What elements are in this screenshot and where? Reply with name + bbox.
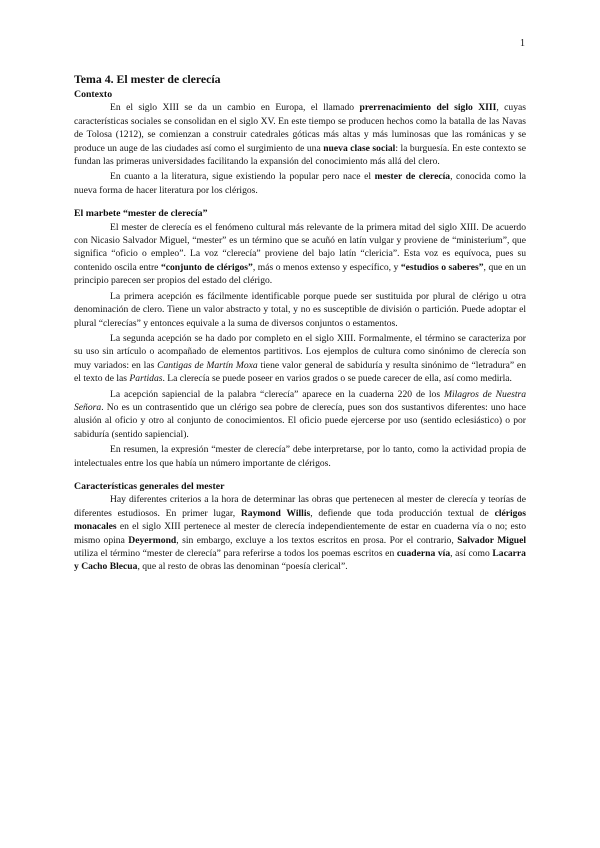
section-paragraphs xyxy=(74,101,526,197)
paragraph xyxy=(74,170,526,197)
bold-text: Salvador Miguel xyxy=(457,534,526,546)
text-run: Hay diferentes criterios a la hora de determinar las obras que pertenecen al mester de clerecía y teorías de diferentes estudiosos. En primer lugar, xyxy=(74,494,526,519)
text-run: utiliza el término “mester de clerecía” para referirse a todos los poemas escritos en xyxy=(74,548,397,559)
bold-text: nueva clase social xyxy=(323,142,396,154)
text-run: La acepción sapiencial de la palabra “clerecía” aparece en la cuaderna 220 de los xyxy=(110,388,444,400)
bold-text: “conjunto de clérigos” xyxy=(160,261,253,273)
text-run: en el siglo XIII pertenece al mester de clerecía independientemente de estar en cuaderna vía o no; esto mismo opina xyxy=(74,521,526,546)
paragraph xyxy=(74,332,526,386)
paragraph xyxy=(74,388,526,442)
paragraph xyxy=(74,290,526,330)
bold-text: cuaderna vía xyxy=(396,548,451,559)
section-heading: El marbete “mester de clerecía” xyxy=(74,208,208,220)
bold-text: “estudios o saberes” xyxy=(400,261,484,273)
section-heading: Contexto xyxy=(74,89,113,100)
bold-text: mester de clerecía xyxy=(374,171,451,183)
section-marbete xyxy=(74,207,526,470)
text-run: , cuyas características sociales se consolidan en el siglo XV. En este tiempo se producen hechos como la batalla de las Navas de Tolosa (1212), se comienzan a construir catedrales góticas más altas y más luminosas que las románicas y se produce un auge de las ciudades así como el surgimiento de una xyxy=(74,102,526,154)
text-run: : la burguesía. En este contexto se fundan las primeras universidades facilitando la expansión del conocimiento más allá del clero. xyxy=(74,142,527,168)
text-run: La segunda acepción se ha dado por completo en el siglo XIII. Formalmente, el término se caracteriza por su uso sin artículo o acompañado de elementos partitivos. Los ejemplos de cultura como sinónimo de clerecía son muy variados: en las xyxy=(74,332,526,371)
bold-text: Deyermond xyxy=(128,534,177,546)
paragraph xyxy=(74,443,526,470)
paragraph xyxy=(74,493,526,573)
text-run: tiene valor general de sabiduría y resulta sinónimo de “letradura” en el texto de las xyxy=(74,359,526,385)
text-run: , sin embargo, excluye a los textos escritos en prosa. Por el contrario, xyxy=(176,534,458,546)
section-contexto xyxy=(74,88,526,197)
document-title: Tema 4. El mester de clerecía xyxy=(74,72,221,86)
bold-text: prerrenacimiento del siglo XIII xyxy=(359,102,497,114)
text-run: , conocida como la nueva forma de hacer literatura por los clérigos. xyxy=(74,171,526,196)
text-run: En cuanto a la literatura, sigue existiendo la popular pero nace el xyxy=(110,171,375,183)
section-caracteristicas xyxy=(74,480,526,574)
paragraph xyxy=(74,101,526,168)
italic-text: Milagros de Nuestra Señora xyxy=(74,388,527,413)
italic-text: Partidas xyxy=(129,373,163,385)
text-run: , más o menos extenso y específico, y xyxy=(252,261,401,273)
paragraph xyxy=(74,221,526,288)
text-run: , que en un principio parecen ser propios del estado del clérigo. xyxy=(74,261,526,287)
text-run: La primera acepción es fácilmente identificable porque puede ser sustituida por plural de clérigo u otra denominación de clero. Tiene un valor abstracto y total, y no es susceptible de división o partición. Puede adoptar el plural “clerecías” y entonces equivale a la suma de diversos conjuntos o estamentos. xyxy=(74,290,526,329)
text-run: En resumen, la expresión “mester de clerecía” debe interpretarse, por lo tanto, como la actividad propia de intelectuales entre los que había un número importante de clérigos. xyxy=(74,444,526,469)
text-run: , defiende que toda producción textual de xyxy=(310,507,495,519)
bold-text: clérigos monacales xyxy=(74,507,526,533)
text-run: , así como xyxy=(450,548,493,559)
text-run: El mester de clerecía es el fenómeno cultural más relevante de la primera mitad del siglo XIII. De acuerdo con Nicasio Salvador Miguel, “mester” es un término que se acuñó en latín vulgar y proviene de “ministerium”, que significa “oficio o empleo”. La voz “clerecía” proviene del bajo latín “clericia”. Esta voz es equívoca, pues su contenido oscila entre xyxy=(74,221,526,273)
text-run: . No es un contrasentido que un clérigo sea pobre de clerecía, pues son dos sustantivos diferentes: uno hace alusión al oficio y otro al conjunto de conocimientos. El oficio puede ejercerse por uso (sentido eclesiástico) o por sabiduría (sentido sapiencial). xyxy=(74,401,526,440)
text-run: , que al resto de obras las denominan “poesía clerical”. xyxy=(137,561,348,573)
text-run: . La clerecía se puede poseer en varios grados o se puede carecer de ella, así como medirla. xyxy=(162,373,512,385)
text-run: En el siglo XIII se da un cambio en Europa, el llamado xyxy=(110,102,360,114)
section-paragraphs xyxy=(74,221,526,470)
section-paragraphs xyxy=(74,493,526,573)
bold-text: Lacarra y Cacho Blecua xyxy=(74,548,526,573)
page-number: 1 xyxy=(520,38,525,49)
document-body xyxy=(74,72,526,574)
bold-text: Raymond Willis xyxy=(240,507,311,519)
section-heading: Características generales del mester xyxy=(74,480,225,492)
italic-text: Cantigas de Martín Moxa xyxy=(157,359,258,371)
